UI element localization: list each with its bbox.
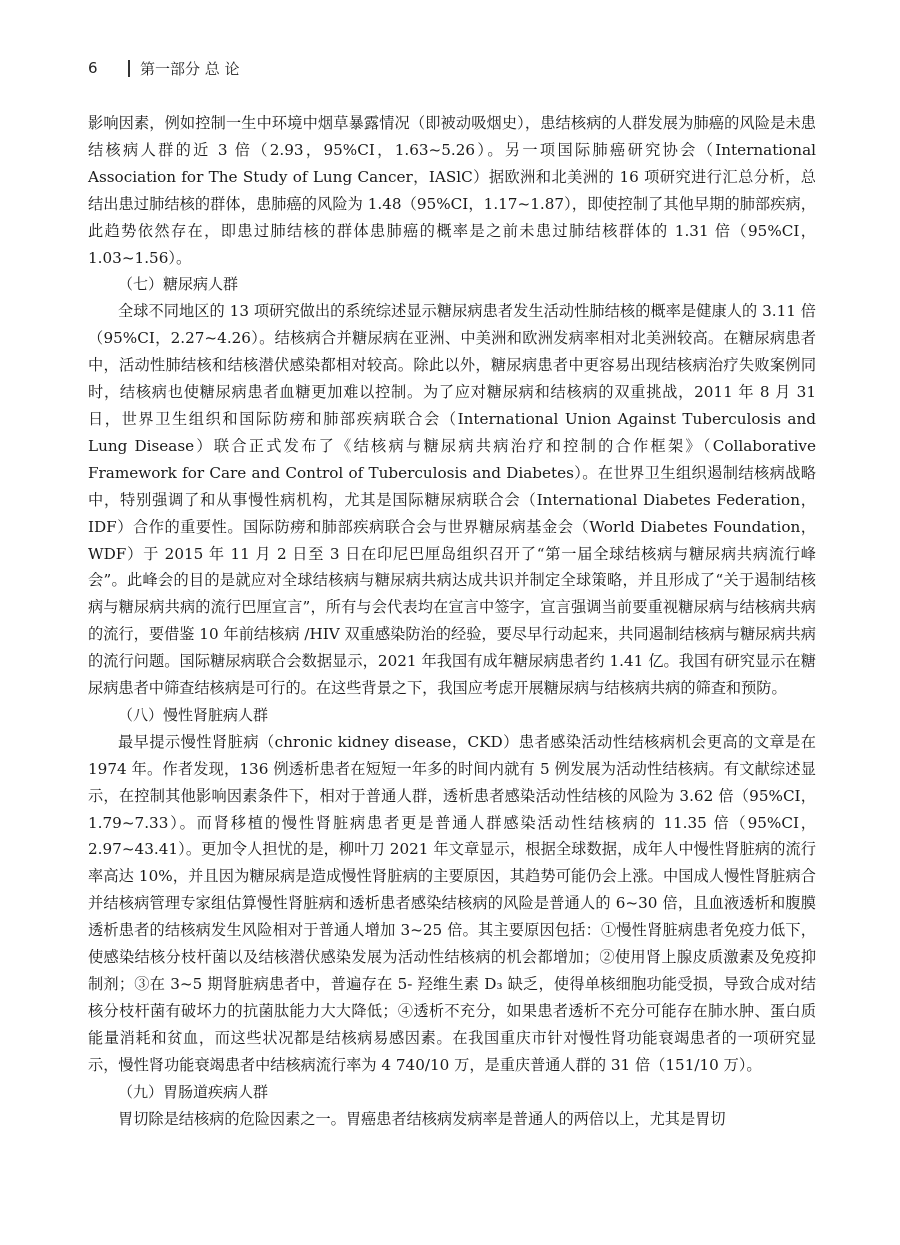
heading-ckd: （八）慢性肾脏病人群 (118, 705, 269, 724)
header-divider (128, 60, 130, 77)
heading-gi: （九）胃肠道疾病人群 (118, 1082, 269, 1101)
paragraph-ckd: 最早提示慢性肾脏病（chronic kidney disease，CKD）患者感染活动性结核病机会更高的文章是在 1974 年。作者发现，136 例透析患者在短短一年多的时间内就有 5 例发展为活动性结核病。有文献综述显示，在控制其他影响因素条件下，相对于普通人群，透析患者感染活动性结核的风险为 3.62 倍（95%CI，1.79~7.33）。而肾移植的慢性肾脏病患者更是普通人群感染活动性结核病的 11.35 倍（95%CI，2.97~43.41）。更加令人担忧的是，柳叶刀 2021 年文章显示，根据全球数据，成年人中慢性肾脏病的流行率高达 10%，并且因为糖尿病是造成慢性肾脏病的主要原因，其趋势可能仍会上涨。中国成人慢性肾脏病合并结核病管理专家组估算慢性肾脏病和透析患者感染结核病的风险是普通人的 6~30 倍，且血液透析和腹膜透析患者的结核病发生风险相对于普通人增加 3~25 倍。其主要原因包括：①慢性肾脏病患者免疫力低下，使感染结核分枝杆菌以及结核潜伏感染发展为活动性结核病的机会都增加；②使用肾上腺皮质激素及免疫抑制剂；③在 3~5 期肾脏病患者中，普遍存在 5- 羟维生素 D₃ 缺乏，使得单核细胞功能受损，导致合成对结核分枝杆菌有破坏力的抗菌肽能力大大降低；④透析不充分，如果患者透析不充分可能存在肺水肿、蛋白质能量消耗和贫血，而这些状况都是结核病易感因素。在我国重庆市针对慢性肾功能衰竭患者的一项研究显示，慢性肾功能衰竭患者中结核病流行率为 4 740/10 万，是重庆普通人群的 31 倍（151/10 万）。 (88, 732, 816, 1074)
section-title: 第一部分 总 论 (140, 59, 240, 78)
body-text (88, 110, 816, 1132)
page-number: 6 (88, 59, 98, 77)
paragraph-lung-cancer-continued: 影响因素，例如控制一生中环境中烟草暴露情况（即被动吸烟史），患结核病的人群发展为肺癌的风险是未患结核病人群的近 3 倍（2.93，95%CI，1.63~5.26）。另一项国际肺癌研究协会（International Association for The Study of Lung Cancer，IASlC）据欧洲和北美洲的 16 项研究进行汇总分析，总结出患过肺结核的群体，患肺癌的风险为 1.48（95%CI，1.17~1.87），即使控制了其他早期的肺部疾病，此趋势依然存在，即患过肺结核的群体患肺癌的概率是之前未患过肺结核群体的 1.31 倍（95%CI，1.03~1.56）。 (88, 114, 816, 267)
running-header (88, 56, 240, 80)
heading-diabetes: （七）糖尿病人群 (118, 275, 239, 294)
paragraph-gi: 胃切除是结核病的危险因素之一。胃癌患者结核病发病率是普通人的两倍以上，尤其是胃切 (118, 1109, 726, 1128)
paragraph-diabetes: 全球不同地区的 13 项研究做出的系统综述显示糖尿病患者发生活动性肺结核的概率是健康人的 3.11 倍（95%CI，2.27~4.26）。结核病合并糖尿病在亚洲、中美洲和欧洲发病率相对北美洲较高。在糖尿病患者中，活动性肺结核和结核潜伏感染都相对较高。除此以外，糖尿病患者中更容易出现结核病治疗失败案例同时，结核病也使糖尿病患者血糖更加难以控制。为了应对糖尿病和结核病的双重挑战，2011 年 8 月 31 日，世界卫生组织和国际防痨和肺部疾病联合会（International Union Against Tuberculosis and Lung Disease）联合正式发布了《结核病与糖尿病共病治疗和控制的合作框架》（Collaborative Framework for Care and Control of Tuberculosis and Diabetes）。在世界卫生组织遏制结核病战略中，特别强调了和从事慢性病机构，尤其是国际糖尿病联合会（International Diabetes Federation，IDF）合作的重要性。国际防痨和肺部疾病联合会与世界糖尿病基金会（World Diabetes Foundation，WDF）于 2015 年 11 月 2 日至 3 日在印尼巴厘岛组织召开了“第一届全球结核病与糖尿病共病流行峰会”。此峰会的目的是就应对全球结核病与糖尿病共病达成共识并制定全球策略，并且形成了“关于遏制结核病与糖尿病共病的流行巴厘宣言”，所有与会代表均在宣言中签字，宣言强调当前要重视糖尿病与结核病共病的流行，要借鉴 10 年前结核病 /HIV 双重感染防治的经验，要尽早行动起来，共同遏制结核病与糖尿病共病的流行问题。国际糖尿病联合会数据显示，2021 年我国有成年糖尿病患者约 1.41 亿。我国有研究显示在糖尿病患者中筛查结核病是可行的。在这些背景之下，我国应考虑开展糖尿病与结核病共病的筛查和预防。 (88, 302, 816, 698)
